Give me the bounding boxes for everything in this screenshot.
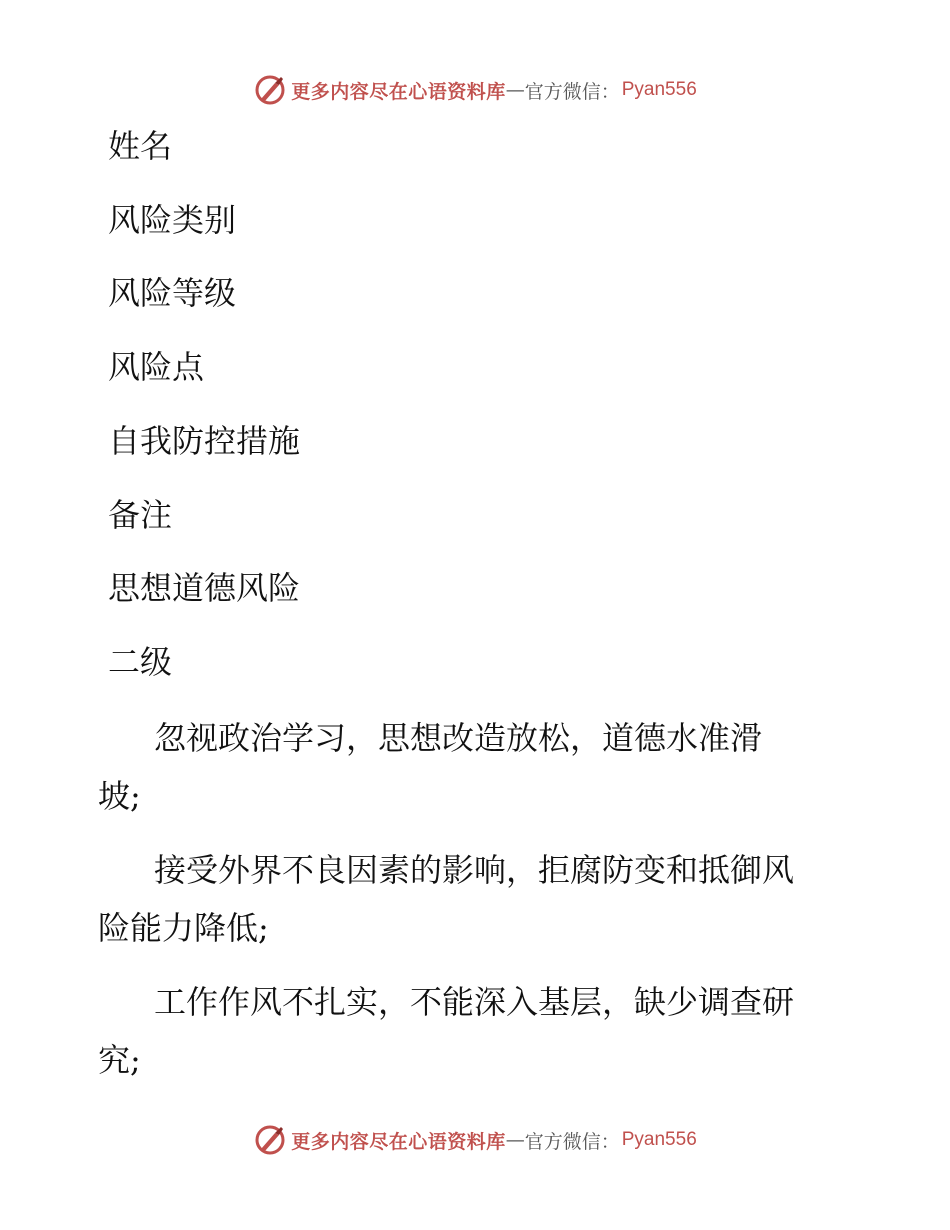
pen-logo-icon <box>253 73 287 107</box>
paragraph-3 <box>98 982 843 1080</box>
header-wechat-id: Pyan556 <box>621 79 697 100</box>
paragraph-1 <box>98 718 843 816</box>
header-wechat-label: 官方微信： <box>524 80 620 103</box>
label-risk-level: 风险等级 <box>108 274 237 312</box>
paragraph-2-line-2: 险能力降低; <box>98 909 269 947</box>
paragraph-3-line-2: 究; <box>98 1041 141 1079</box>
paragraph-2 <box>98 850 843 948</box>
paragraph-1-line-1: 忽视政治学习，思想改造放松，道德水准滑 <box>154 719 763 757</box>
label-self-control-measures: 自我防控措施 <box>108 422 301 460</box>
value-level: 二级 <box>108 643 173 681</box>
footer-banner <box>0 1120 950 1160</box>
value-risk-type: 思想道德风险 <box>108 569 301 607</box>
footer-brand-text: 更多内容尽在心语资料库 <box>291 1130 506 1153</box>
pen-logo-icon <box>253 1123 287 1157</box>
paragraph-2-line-1: 接受外界不良因素的影响，拒腐防变和抵御风 <box>154 851 795 889</box>
label-name: 姓名 <box>108 127 173 165</box>
footer-separator: — <box>505 1129 525 1151</box>
header-banner <box>0 70 950 110</box>
footer-wechat-id: Pyan556 <box>621 1129 697 1150</box>
header-separator: — <box>505 79 525 101</box>
label-remarks: 备注 <box>108 496 173 534</box>
footer-wechat-label: 官方微信： <box>524 1130 620 1153</box>
label-risk-category: 风险类别 <box>108 201 237 239</box>
paragraph-3-line-1: 工作作风不扎实，不能深入基层，缺少调查研 <box>154 983 795 1021</box>
paragraph-1-line-2: 坡; <box>98 777 141 815</box>
header-brand-text: 更多内容尽在心语资料库 <box>291 80 506 103</box>
label-risk-point: 风险点 <box>108 348 205 386</box>
